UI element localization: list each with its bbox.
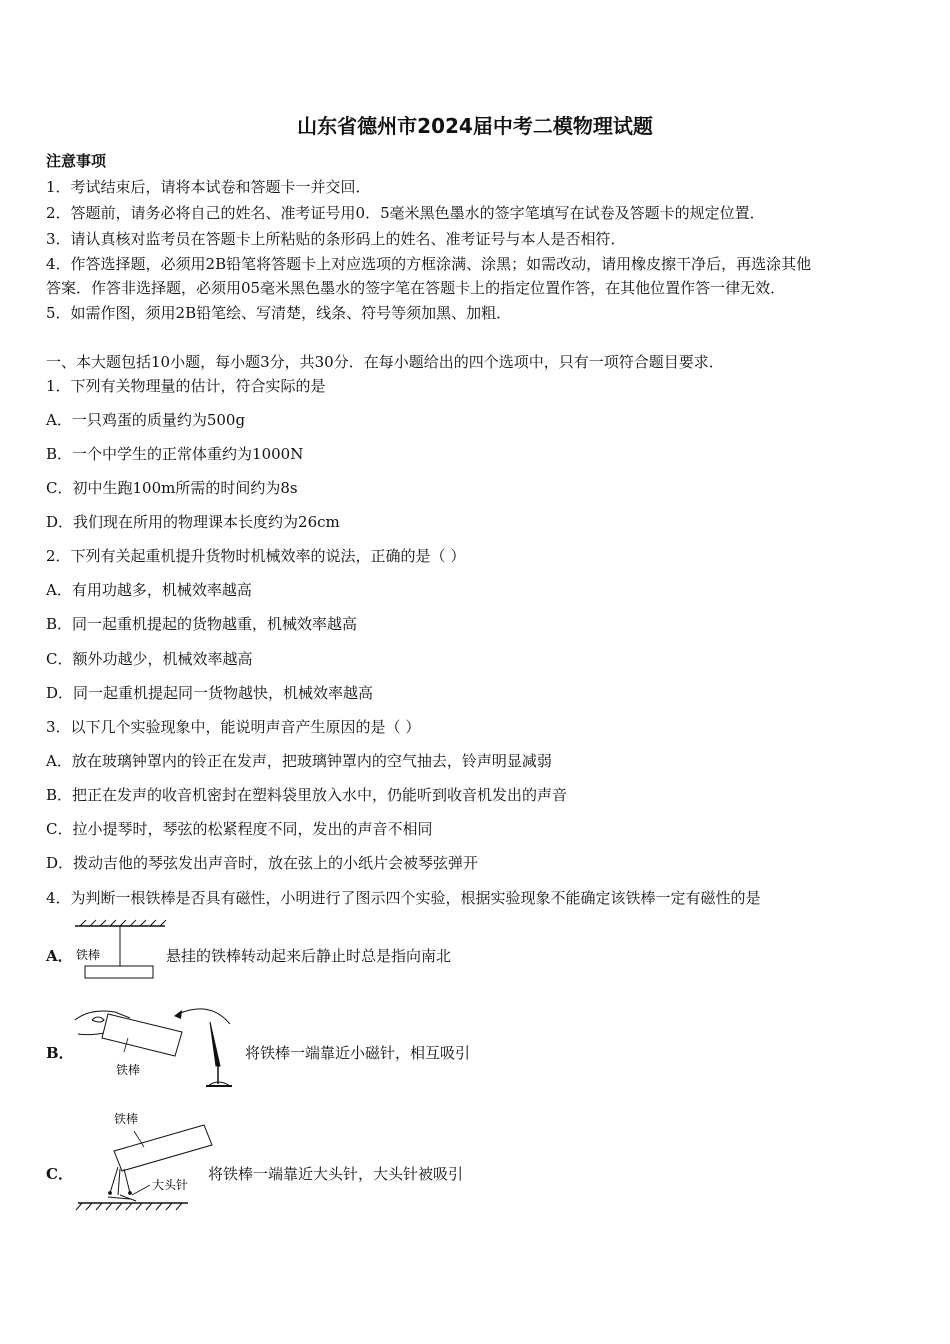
- question-1-stem: 1．下列有关物理量的估计，符合实际的是: [46, 377, 326, 395]
- figure-label-pins: 大头针: [152, 1178, 189, 1192]
- question-1-option-c: C．初中生跑100m所需的时间约为8s: [46, 479, 298, 497]
- suspended-iron-rod-figure: [70, 920, 170, 980]
- question-4-option-a-text: 悬挂的铁棒转动起来后静止时总是指向南北: [166, 947, 452, 965]
- notice-item: 3．请认真核对监考员在答题卡上所粘贴的条形码上的姓名、准考证号与本人是否相符．: [46, 230, 626, 248]
- question-2-option-c: C．额外功越少，机械效率越高: [46, 650, 253, 668]
- question-4-option-a-letter: A．: [46, 947, 73, 965]
- notice-heading: 注意事项: [46, 152, 107, 170]
- question-2-option-b: B．同一起重机提起的货物越重，机械效率越高: [46, 615, 358, 633]
- question-1-option-a: A．一只鸡蛋的质量约为500g: [46, 411, 246, 429]
- question-2-stem: 2．下列有关起重机提升货物时机械效率的说法，正确的是（ ）: [46, 547, 466, 565]
- question-1-option-b: B．一个中学生的正常体重约为1000N: [46, 445, 304, 463]
- question-3-option-b: B．把正在发声的收音机密封在塑料袋里放入水中，仍能听到收音机发出的声音: [46, 786, 568, 804]
- question-2-option-a: A．有用功越多，机械效率越高: [46, 581, 252, 599]
- figure-label-iron-rod: 铁棒: [114, 1112, 139, 1126]
- notice-item: 4．作答选择题，必须用2B铅笔将答题卡上对应选项的方框涂满、涂黑；如需改动，请用橡皮擦干净后，再选涂其他: [46, 255, 812, 273]
- notice-item: 5．如需作图，须用2B铅笔绘、写清楚，线条、符号等须加黑、加粗．: [46, 304, 512, 322]
- notice-item: 2．答题前，请务必将自己的姓名、准考证号用0．5毫米黑色墨水的签字笔填写在试卷及答题卡的规定位置．: [46, 204, 765, 222]
- question-4-option-b-letter: B．: [46, 1044, 74, 1062]
- question-3-stem: 3．以下几个实验现象中，能说明声音产生原因的是（ ）: [46, 718, 421, 736]
- question-2-option-d: D．同一起重机提起同一货物越快，机械效率越高: [46, 684, 374, 702]
- question-4-stem: 4．为判断一根铁棒是否具有磁性，小明进行了图示四个实验，根据实验现象不能确定该铁棒一定有磁性的是: [46, 889, 761, 907]
- notice-item: 1．考试结束后，请将本试卷和答题卡一并交回．: [46, 178, 371, 196]
- question-3-option-d: D．拨动吉他的琴弦发出声音时，放在弦上的小纸片会被琴弦弹开: [46, 854, 479, 872]
- question-4-option-c-letter: C．: [46, 1165, 73, 1183]
- iron-rod-and-compass-figure: [70, 1000, 250, 1090]
- notice-item: 答案．作答非选择题，必须用05毫米黑色墨水的签字笔在答题卡上的指定位置作答，在其他位置作答一律无效．: [46, 279, 786, 297]
- figure-label-iron-rod: 铁棒: [76, 948, 101, 962]
- question-4-option-c-text: 将铁棒一端靠近大头针，大头针被吸引: [208, 1165, 464, 1183]
- question-4-option-b-text: 将铁棒一端靠近小磁针，相互吸引: [245, 1044, 471, 1062]
- question-3-option-c: C．拉小提琴时，琴弦的松紧程度不同，发出的声音不相同: [46, 820, 433, 838]
- question-1-option-d: D．我们现在所用的物理课本长度约为26cm: [46, 513, 340, 531]
- section-heading: 一、本大题包括10小题，每小题3分，共30分．在每小题给出的四个选项中，只有一项符合题目要求．: [46, 353, 724, 371]
- page-title: 山东省德州市2024届中考二模物理试题: [297, 114, 653, 138]
- question-3-option-a: A．放在玻璃钟罩内的铃正在发声，把玻璃钟罩内的空气抽去，铃声明显减弱: [46, 752, 552, 770]
- figure-label-iron-rod: 铁棒: [116, 1063, 141, 1077]
- iron-rod-and-pins-figure: [70, 1105, 220, 1215]
